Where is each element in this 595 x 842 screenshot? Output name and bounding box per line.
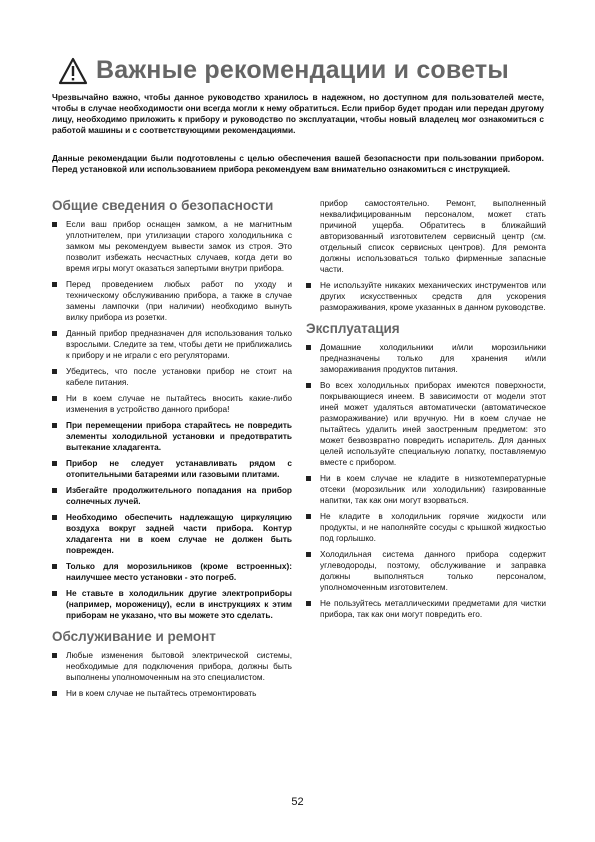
list-item: Избегайте продолжительного попадания на прибор солнечных лучей. — [52, 485, 292, 507]
bullet-icon — [306, 514, 311, 519]
bullet-icon — [306, 601, 311, 606]
operation-list — [306, 342, 546, 620]
list-item: Ни в коем случае не пытайтесь вносить какие-либо изменения в устройство данного прибора! — [52, 393, 292, 415]
list-item: Если ваш прибор оснащен замком, а не магнитным уплотнителем, при утилизации старого холодильника с замком мы рекомендуем вывести замок из строя. Это позволит избежать несчастных случаев, когда дети во время игры могут оказаться запертыми внутри прибора. — [52, 219, 292, 274]
list-item: Домашние холодильники и/или морозильники предназначены только для хранения и/или замораживания продуктов питания. — [306, 342, 546, 375]
bullet-icon — [306, 476, 311, 481]
list-item: Любые изменения бытовой электрической системы, необходимые для подключения прибора, должны быть выполнены уполномоченным на это специалистом. — [52, 650, 292, 683]
intro-paragraph-2: Данные рекомендации были подготовлены с целью обеспечения вашей безопасности при пользовании прибором. Перед установкой или использованием прибора рекомендуем вам внимательно ознакомиться с инструкцией. — [52, 153, 544, 175]
list-item: Необходимо обеспечить надлежащую циркуляцию воздуха вокруг задней части прибора. Контур хладагента ни в коем случае не должен быть поврежден. — [52, 512, 292, 556]
bullet-icon — [52, 423, 57, 428]
safety-list — [52, 219, 292, 621]
service-list — [52, 650, 292, 699]
list-item: Не используйте никаких механических инструментов или других искусственных средств для ускорения размораживания, кроме указанных в данном руководстве. — [306, 280, 546, 313]
warning-icon — [58, 57, 88, 85]
bullet-icon — [52, 222, 57, 227]
page-title: Важные рекомендации и советы — [96, 56, 509, 84]
bullet-icon — [52, 488, 57, 493]
list-item: Перед проведением любых работ по уходу и техническому обслуживанию прибора, а также в случае замены лампочки (при наличии) необходимо вынуть вилку прибора из розетки. — [52, 279, 292, 323]
list-item: Данный прибор предназначен для использования только взрослыми. Следите за тем, чтобы дети не приближались к прибору и не играли с его регуляторами. — [52, 328, 292, 361]
bullet-icon — [306, 345, 311, 350]
list-item: Только для морозильников (кроме встроенных): наилучшее место установки - это погреб. — [52, 561, 292, 583]
list-item: Прибор не следует устанавливать рядом с отопительными батареями или газовыми плитами. — [52, 458, 292, 480]
list-item: Не ставьте в холодильник другие электроприборы (например, мороженицу), если в инструкциях к этим приборам не указано, что вы можете это сделать. — [52, 588, 292, 621]
left-column — [52, 198, 292, 704]
list-item: Не кладите в холодильник горячие жидкости или продукты, и не наполняйте сосуды с крышкой жидкостью под горлышко. — [306, 511, 546, 544]
bullet-icon — [52, 515, 57, 520]
list-item: При перемещении прибора старайтесь не повредить элементы холодильной установки и предотвратить вытекание хладагента. — [52, 420, 292, 453]
bullet-icon — [52, 331, 57, 336]
intro-paragraph-1: Чрезвычайно важно, чтобы данное руководство хранилось в надежном, но доступном для пользователей месте, чтобы в случае необходимости они всегда могли к нему обратиться. Если прибор будет продан или передан другому лицу, необходимо приложить к прибору и руководство по эксплуатации, чтобы новый владелец мог ознакомиться с работой машины и с соответствующими рекомендациями. — [52, 92, 544, 136]
bullet-icon — [52, 369, 57, 374]
bullet-icon — [52, 564, 57, 569]
bullet-icon — [52, 396, 57, 401]
list-item: Убедитесь, что после установки прибор не стоит на кабеле питания. — [52, 366, 292, 388]
bullet-icon — [52, 461, 57, 466]
bullet-icon — [52, 653, 57, 658]
bullet-icon — [52, 691, 57, 696]
list-item: Не пользуйтесь металлическими предметами для чистки прибора, так как они могут повредить его. — [306, 598, 546, 620]
page-number: 52 — [291, 796, 304, 808]
section-title-service: Обслуживание и ремонт — [52, 629, 216, 644]
section-title-safety: Общие сведения о безопасности — [52, 198, 274, 213]
section-title-operation: Эксплуатация — [306, 321, 400, 336]
list-item: Холодильная система данного прибора содержит углеводороды, поэтому, обслуживание и заправка должны выполняться только персоналом, уполномоченным изготовителем. — [306, 549, 546, 593]
right-column — [306, 198, 546, 625]
service-item-continuation: прибор самостоятельно. Ремонт, выполненный неквалифицированным персоналом, может стать причиной ущерба. Обратитесь в ближайший авторизованный изготовителем сервисный центр (см. отдельный список сервисных центров). Для ремонта должны использоваться только фирменные запасные части. — [320, 198, 546, 274]
bullet-icon — [306, 283, 311, 288]
service-list-continued — [306, 280, 546, 313]
title-row — [58, 56, 509, 85]
list-item: Ни в коем случае не кладите в низкотемпературные отсеки (морозильник или холодильник) газированные напитки, так как они могут взорваться. — [306, 473, 546, 506]
list-item: Во всех холодильных приборах имеются поверхности, покрывающиеся инеем. В зависимости от модели этот иней может удаляться автоматически (автоматическое размораживание) или вручную. Ни в коем случае не пытайтесь удалить иней заостренным предметом: это может безвозвратно повредить испаритель. Для данных целей используйте специальную лопатку, поставляемую вместе с прибором. — [306, 380, 546, 468]
bullet-icon — [306, 383, 311, 388]
list-item: Ни в коем случае не пытайтесь отремонтировать — [52, 688, 292, 699]
bullet-icon — [52, 591, 57, 596]
bullet-icon — [52, 282, 57, 287]
bullet-icon — [306, 552, 311, 557]
